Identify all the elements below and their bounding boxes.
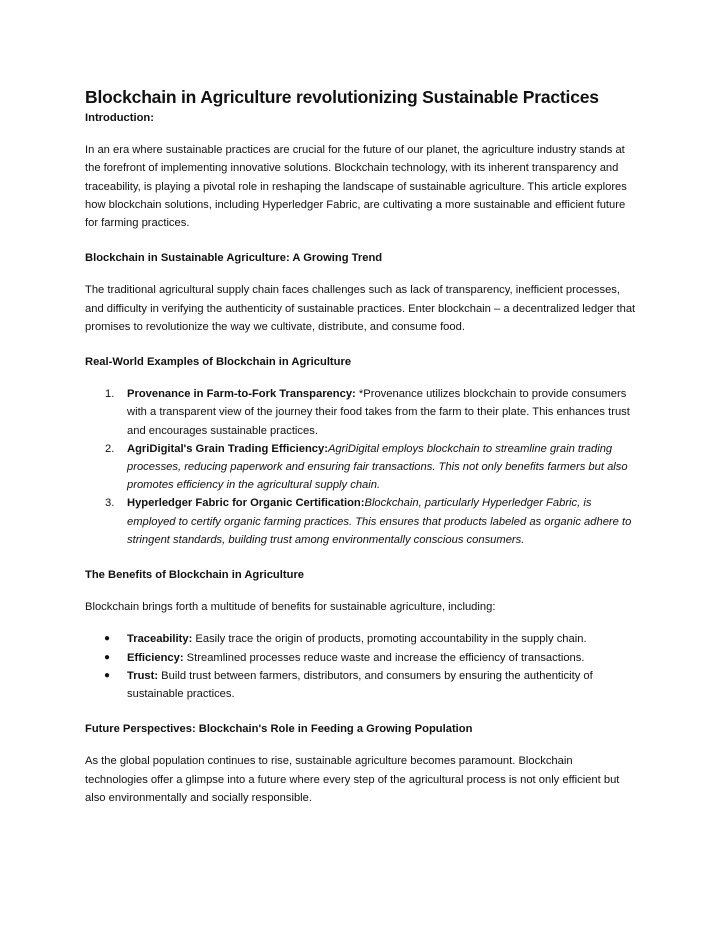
benefits-list: [85, 630, 637, 703]
list-item-text: Easily trace the origin of products, promoting accountability in the supply chain.: [192, 633, 587, 646]
list-number: 1.: [105, 388, 115, 401]
list-item-title: Traceability:: [127, 633, 193, 646]
list-item: [85, 667, 637, 703]
bullet-icon: ●: [104, 669, 111, 681]
future-heading: Future Perspectives: Blockchain's Role in Feeding a Growing Population: [85, 723, 473, 736]
list-item: [85, 494, 637, 549]
page-title: Blockchain in Agriculture revolutionizing Sustainable Practices: [85, 87, 599, 107]
examples-heading: Real-World Examples of Blockchain in Agriculture: [85, 356, 352, 369]
list-item-text: Blockchain, particularly Hyperledger Fabric, is employed to certify organic farming practices. This ensures that products labeled as organic adhere to stringent standards, building trust among environmentally conscious consumers.: [127, 497, 632, 546]
benefits-paragraph: Blockchain brings forth a multitude of benefits for sustainable agriculture, including:: [85, 601, 496, 614]
introduction-paragraph: In an era where sustainable practices are crucial for the future of our planet, the agriculture industry stands at the forefront of implementing innovative solutions. Blockchain technology, with its inherent transparency and traceability, is playing a pivotal role in reshaping the landscape of sustainable agriculture. This article explores how blockchain solutions, including Hyperledger Fabric, are cultivating a more sustainable and efficient future for farming practices.: [85, 144, 627, 230]
list-item-text: Streamlined processes reduce waste and increase the efficiency of transactions.: [183, 651, 585, 664]
list-item: [85, 440, 637, 495]
future-paragraph: As the global population continues to rise, sustainable agriculture becomes paramount. Blockchain technologies offer a glimpse into a future where every step of the agricultural process is not only efficient but also environmentally and socially responsible.: [85, 755, 620, 804]
bullet-icon: ●: [104, 651, 111, 663]
bullet-icon: ●: [104, 633, 111, 645]
trend-paragraph: The traditional agricultural supply chain faces challenges such as lack of transparency, inefficient processes, and difficulty in verifying the authenticity of sustainable practices. Enter blockchain – a decentralized ledger that promises to revolutionize the way we cultivate, distribute, and consume food.: [85, 284, 636, 333]
examples-list: [85, 385, 637, 549]
trend-heading: Blockchain in Sustainable Agriculture: A Growing Trend: [85, 252, 383, 265]
list-item-title: Trust:: [127, 669, 159, 682]
document-body: [85, 85, 637, 807]
list-item: [85, 630, 637, 648]
list-item-text: *Provenance utilizes blockchain to provide consumers with a transparent view of the journey their food takes from the farm to their plate. This enhances trust and encourages sustainable practices.: [127, 388, 630, 437]
introduction-heading: Introduction:: [85, 112, 154, 124]
list-item-title: Hyperledger Fabric for Organic Certification:: [127, 497, 365, 510]
list-item-text: Build trust between farmers, distributors, and consumers by ensuring the authenticity of sustainable practices.: [127, 669, 593, 701]
benefits-heading: The Benefits of Blockchain in Agriculture: [85, 569, 305, 582]
list-item-title: AgriDigital's Grain Trading Efficiency:: [127, 442, 328, 455]
list-item-title: Efficiency:: [127, 651, 184, 664]
list-number: 2.: [105, 442, 115, 455]
list-item: [85, 649, 637, 667]
list-item-text: AgriDigital employs blockchain to streamline grain trading processes, reducing paperwork and ensuring fair transactions. This not only benefits farmers but also promotes efficiency in the agricultural supply chain.: [127, 442, 628, 492]
list-number: 3.: [105, 497, 115, 510]
list-item-title: Provenance in Farm-to-Fork Transparency:: [127, 388, 356, 401]
list-item: [85, 385, 637, 440]
